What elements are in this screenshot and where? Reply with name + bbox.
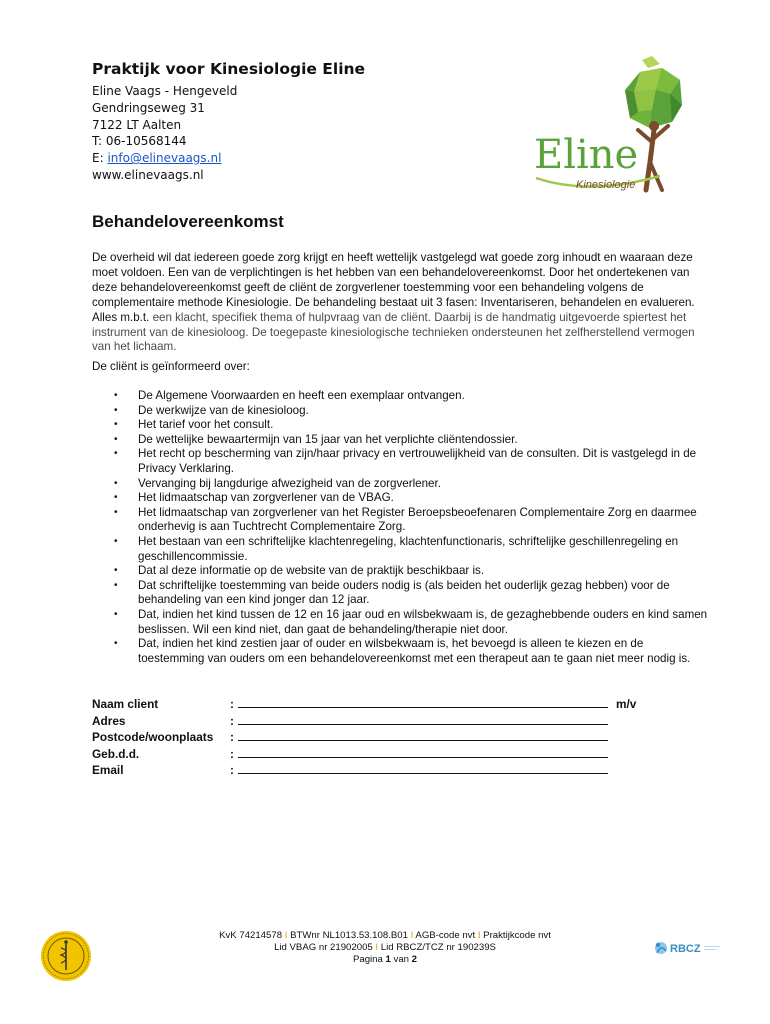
list-item-text: Dat al deze informatie op de website van de praktijk beschikbaar is.: [138, 564, 485, 578]
bullet-glyph: •: [114, 579, 118, 591]
list-item: [92, 535, 712, 564]
form-row-address: [92, 713, 652, 730]
list-item-text: Het recht op bescherming van zijn/haar privacy en vertrouwelijkheid van de consulten. Dit is vastgelegd in de Privacy Verklaring.: [138, 447, 697, 475]
field-colon: :: [230, 713, 234, 728]
client-name-field[interactable]: [238, 696, 608, 708]
page-word: Pagina: [352, 954, 383, 966]
birthdate-label: Geb.d.d.: [92, 746, 140, 761]
gender-suffix: m/v: [616, 697, 637, 711]
bullet-glyph: •: [114, 565, 118, 577]
list-item-text: Het bestaan van een schriftelijke klachtenregeling, klachtenfunctionaris, schriftelijke geschillenregeling en geschillencommissie.: [138, 534, 679, 563]
informed-heading: De cliënt is geïnformeerd over:: [92, 360, 250, 373]
informed-list: [92, 389, 712, 666]
footer-line-1: [180, 930, 590, 942]
bullet-glyph: •: [114, 419, 118, 431]
intro-text-main: De overheid wil dat iedereen goede zorg krijgt en heeft wettelijk vastgelegd wat goede zorg inhoudt en waaraan deze moet voldoen. Een van de verplichtingen is het hebben van een behandelovereenkomst. Door het ondertekenen van deze behandelovereenkomst geeft de cliënt de zorgverlener toestemming voor een behandeling volgens de complementaire methode Kinesiologie. De behandeling bestaat uit 3 fasen: Inventariseren, behandelen en evalueren. Alles m.b.t.: [92, 251, 695, 324]
bullet-glyph: •: [114, 535, 118, 547]
list-item-text: Dat, indien het kind zestien jaar of ouder en wilsbekwaam is, het bevoegd is alleen te kiezen en de toestemming van ouders om een behandelovereenkomst met een therapeut aan te gaan niet meer nodig is.: [138, 637, 691, 665]
client-name-label: Naam client: [92, 697, 159, 711]
list-item: [92, 418, 712, 433]
rbcz-label: RBCZ: [670, 943, 701, 955]
practice-header: [92, 60, 512, 184]
bullet-glyph: •: [114, 638, 118, 650]
list-item-text: De werkwijze van de kinesioloog.: [138, 403, 309, 417]
page-footer: [180, 930, 590, 967]
page-of: van: [393, 954, 409, 966]
rbcz-membership: Lid RBCZ/TCZ nr 190239S: [380, 942, 496, 954]
website-url: www.elinevaags.nl: [92, 167, 204, 182]
eline-kinesiologie-logo: [530, 50, 710, 200]
phone-number: T: 06-10568144: [92, 134, 187, 149]
list-item: [92, 447, 712, 476]
postcode-label: Postcode/woonplaats: [92, 730, 214, 745]
kvk-number: KvK 74214578: [219, 930, 283, 941]
form-row-client-name: [92, 696, 652, 713]
bullet-glyph: •: [114, 433, 118, 445]
praktijkcode: Praktijkcode nvt: [483, 930, 551, 941]
postal-city: 7122 LT Aalten: [92, 117, 182, 132]
list-item: [92, 389, 712, 404]
footer-separator: I: [284, 930, 288, 941]
bullet-glyph: •: [114, 506, 118, 518]
postcode-field[interactable]: [238, 729, 608, 741]
list-item-text: Dat, indien het kind tussen de 12 en 16 jaar oud en wilsbekwaam is, de gezaghebbende ouders en kind samen beslissen. Wil een kind niet, dan gaat de behandeling/therapie niet door.: [138, 607, 708, 636]
certification-seal-icon: [40, 930, 92, 982]
field-colon: :: [230, 697, 234, 711]
bullet-glyph: •: [114, 404, 118, 416]
email-label: Email: [92, 763, 124, 778]
client-form: [92, 696, 652, 779]
email-field[interactable]: [238, 762, 608, 774]
footer-separator: I: [375, 942, 379, 954]
list-item: [92, 477, 712, 492]
list-item: [92, 608, 712, 637]
tree-crown-icon: [625, 56, 682, 128]
list-item-text: Het lidmaatschap van zorgverlener van de VBAG.: [138, 491, 394, 505]
practice-name: Praktijk voor Kinesiologie Eline: [92, 60, 366, 78]
birthdate-field[interactable]: [238, 746, 608, 758]
address-label: Adres: [92, 713, 126, 728]
intro-text-continued: een klacht, specifiek thema of hulpvraag van de cliënt. Daarbij is de handmatig uitgevoerde spiertest het instrument van de kinesioloog. De toegepaste kinesiologische technieken ondersteunen het zelfherstellend vermogen van het lichaam.: [92, 310, 695, 354]
page-total: 2: [411, 954, 418, 966]
form-row-email: [92, 762, 652, 779]
list-item: [92, 579, 712, 608]
list-item: [92, 491, 712, 506]
list-item-text: Het lidmaatschap van zorgverlener van het Register Beroepsbeoefenaren Complementaire Zorg en daarmee onderhevig is aan Tuchtrecht Complementaire Zorg.: [138, 505, 697, 534]
form-row-postcode: [92, 729, 652, 746]
agb-code: AGB-code nvt: [415, 930, 476, 941]
bullet-glyph: •: [114, 477, 118, 489]
list-item-text: Vervanging bij langdurige afwezigheid van de zorgverlener.: [138, 476, 441, 490]
field-colon: :: [230, 730, 234, 745]
page-number: [180, 954, 590, 966]
logo-wordmark: Eline: [534, 132, 639, 178]
list-item: [92, 506, 712, 535]
email-prefix: E:: [92, 151, 108, 166]
vbag-membership: Lid VBAG nr 21902005: [274, 942, 373, 954]
list-item: [92, 404, 712, 419]
list-item: [92, 637, 712, 666]
list-item-text: De wettelijke bewaartermijn van 15 jaar van het verplichte cliëntendossier.: [138, 432, 518, 446]
email-line: [92, 150, 512, 167]
bullet-glyph: •: [114, 390, 118, 401]
rbcz-logo: [652, 934, 724, 962]
contact-name: Eline Vaags - Hengeveld: [92, 84, 238, 98]
footer-separator: I: [410, 930, 414, 941]
footer-separator: I: [477, 930, 481, 941]
bullet-glyph: •: [114, 492, 118, 504]
page-current: 1: [385, 954, 391, 966]
list-item-text: Dat schriftelijke toestemming van beide ouders nodig is (als beiden het ouderlijk gezag hebben) voor de behandeling van een kind jonger dan 12 jaar.: [138, 578, 670, 607]
form-row-birthdate: [92, 746, 652, 763]
list-item: [92, 564, 712, 579]
logo-tagline: Kinesiologie: [576, 179, 636, 191]
list-item-text: De Algemene Voorwaarden en heeft een exemplaar ontvangen.: [138, 389, 465, 402]
street-address: Gendringseweg 31: [92, 100, 205, 115]
email-link[interactable]: info@elinevaags.nl: [107, 151, 222, 166]
list-item-text: Het tarief voor het consult.: [138, 418, 274, 432]
btw-number: BTWnr NL1013.53.108.B01: [290, 930, 408, 941]
address-field[interactable]: [238, 713, 608, 725]
document-title: Behandelovereenkomst: [92, 212, 284, 231]
bullet-glyph: •: [114, 608, 118, 620]
field-colon: :: [230, 763, 234, 778]
list-item: [92, 433, 712, 448]
bullet-glyph: •: [114, 448, 118, 460]
footer-line-2: [180, 942, 590, 954]
intro-paragraph: [92, 251, 702, 355]
field-colon: :: [230, 746, 234, 761]
